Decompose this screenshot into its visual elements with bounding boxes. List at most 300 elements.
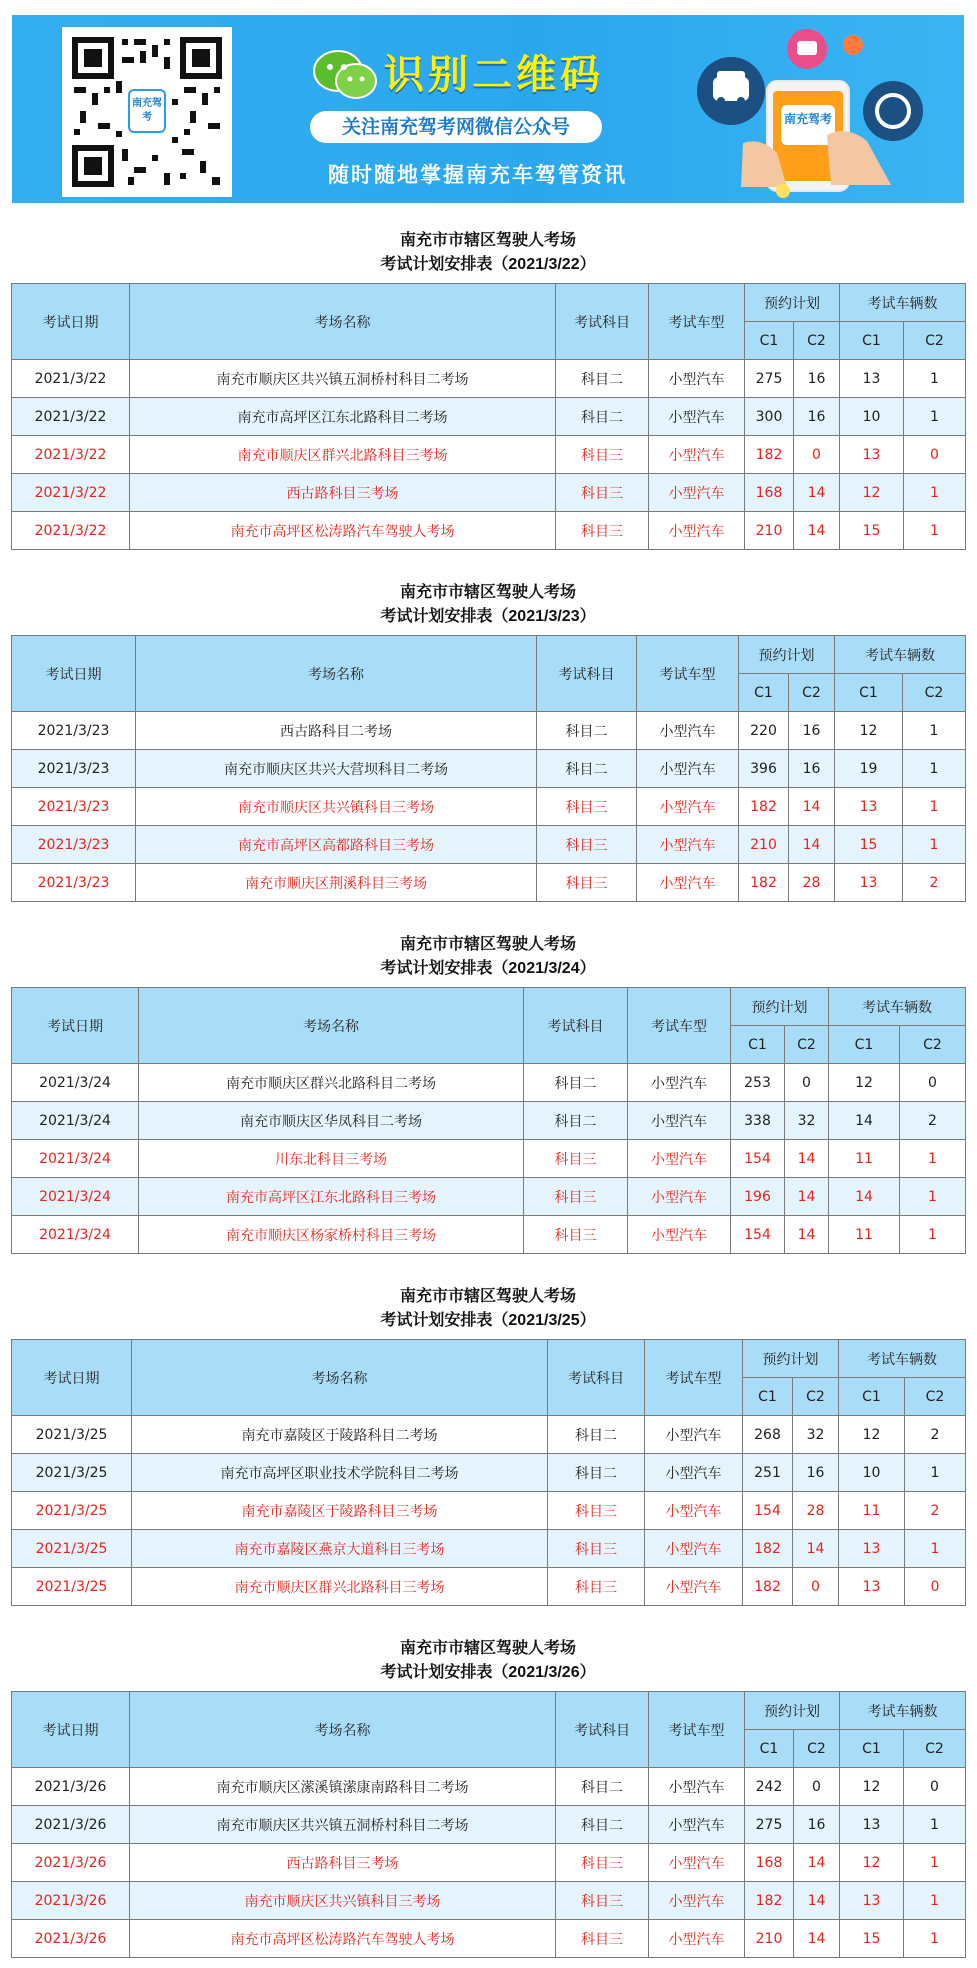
- cell-cars-c1: 10: [839, 1454, 905, 1492]
- cell-booking-c1: 182: [743, 1530, 793, 1568]
- cell-booking-c2: 14: [785, 1140, 829, 1178]
- header-booking-c2: C2: [794, 322, 840, 360]
- cell-booking-c1: 210: [739, 826, 789, 864]
- header-venue: 考场名称: [130, 284, 556, 360]
- header-cars-c1: C1: [829, 1026, 900, 1064]
- qr-logo-badge: 南充驾考: [128, 89, 166, 133]
- cell-vehicle: 小型汽车: [645, 1454, 743, 1492]
- cell-date: 2021/3/22: [12, 512, 130, 550]
- cell-booking-c1: 182: [745, 1882, 794, 1920]
- cell-venue: 南充市高坪区职业技术学院科目二考场: [132, 1454, 548, 1492]
- cell-venue: 西古路科目三考场: [130, 1844, 556, 1882]
- cell-subject: 科目三: [556, 474, 649, 512]
- cell-subject: 科目三: [524, 1178, 628, 1216]
- table-row: [12, 1102, 966, 1140]
- cell-cars-c1: 12: [840, 1768, 904, 1806]
- cell-cars-c2: 1: [904, 512, 966, 550]
- header-booking-c1: C1: [731, 1026, 785, 1064]
- cell-date: 2021/3/23: [12, 826, 136, 864]
- cell-cars-c1: 13: [839, 1568, 905, 1606]
- cell-venue: 南充市高坪区江东北路科目二考场: [130, 398, 556, 436]
- schedule-table: [11, 987, 966, 1254]
- cell-cars-c1: 12: [839, 1416, 905, 1454]
- cell-venue: 南充市顺庆区共兴镇科目三考场: [130, 1882, 556, 1920]
- cell-venue: 南充市顺庆区共兴大营坝科目二考场: [136, 750, 537, 788]
- cell-date: 2021/3/25: [12, 1568, 132, 1606]
- cell-cars-c1: 12: [829, 1064, 900, 1102]
- cell-subject: 科目三: [556, 1920, 649, 1958]
- header-booking-c2: C2: [793, 1378, 839, 1416]
- cell-booking-c1: 338: [731, 1102, 785, 1140]
- header-booking-c1: C1: [745, 322, 794, 360]
- cell-booking-c1: 196: [731, 1178, 785, 1216]
- cell-vehicle: 小型汽车: [649, 398, 745, 436]
- cell-cars-c1: 19: [835, 750, 903, 788]
- cell-booking-c2: 14: [794, 1882, 840, 1920]
- cell-date: 2021/3/26: [12, 1920, 130, 1958]
- section-subtitle: 考试计划安排表（2021/3/26）: [380, 1664, 596, 1681]
- header-cars: 考试车辆数: [839, 1340, 966, 1378]
- cell-booking-c2: 14: [794, 474, 840, 512]
- banner-subtitle: 关注南充驾考网微信公众号: [310, 111, 602, 143]
- cell-booking-c1: 182: [743, 1568, 793, 1606]
- cell-date: 2021/3/25: [12, 1416, 132, 1454]
- cell-venue: 南充市顺庆区群兴北路科目三考场: [132, 1568, 548, 1606]
- cell-venue: 南充市高坪区松涛路汽车驾驶人考场: [130, 1920, 556, 1958]
- cell-booking-c2: 0: [793, 1568, 839, 1606]
- cell-booking-c2: 0: [794, 436, 840, 474]
- cell-venue: 南充市高坪区松涛路汽车驾驶人考场: [130, 512, 556, 550]
- cell-booking-c1: 275: [745, 360, 794, 398]
- header-vehicle: 考试车型: [649, 284, 745, 360]
- cell-date: 2021/3/25: [12, 1530, 132, 1568]
- cell-date: 2021/3/24: [12, 1102, 139, 1140]
- cell-booking-c1: 268: [743, 1416, 793, 1454]
- cell-subject: 科目二: [524, 1102, 628, 1140]
- cell-subject: 科目三: [537, 864, 637, 902]
- cell-cars-c1: 13: [840, 1882, 904, 1920]
- cell-cars-c1: 10: [840, 398, 904, 436]
- cell-cars-c2: 1: [904, 1806, 966, 1844]
- cell-booking-c1: 220: [739, 712, 789, 750]
- header-booking-c2: C2: [789, 674, 835, 712]
- schedule-section: [11, 581, 965, 902]
- header-vehicle: 考试车型: [645, 1340, 743, 1416]
- cell-cars-c1: 13: [840, 436, 904, 474]
- cell-vehicle: 小型汽车: [628, 1178, 731, 1216]
- cell-booking-c2: 28: [789, 864, 835, 902]
- schedule-table: [11, 1691, 966, 1958]
- cell-subject: 科目三: [524, 1140, 628, 1178]
- cell-date: 2021/3/23: [12, 712, 136, 750]
- cell-cars-c2: 1: [904, 474, 966, 512]
- header-venue: 考场名称: [130, 1692, 556, 1768]
- cell-booking-c1: 154: [743, 1492, 793, 1530]
- header-cars: 考试车辆数: [840, 1692, 966, 1730]
- cell-venue: 南充市嘉陵区于陵路科目三考场: [132, 1492, 548, 1530]
- cell-cars-c1: 11: [839, 1492, 905, 1530]
- cell-cars-c2: 0: [905, 1568, 966, 1606]
- cell-cars-c1: 15: [840, 512, 904, 550]
- cell-venue: 西古路科目三考场: [130, 474, 556, 512]
- cell-subject: 科目二: [556, 398, 649, 436]
- cell-subject: 科目三: [524, 1216, 628, 1254]
- header-cars-c2: C2: [900, 1026, 966, 1064]
- header-booking: 预约计划: [745, 1692, 840, 1730]
- cell-vehicle: 小型汽车: [649, 360, 745, 398]
- cell-booking-c2: 16: [794, 398, 840, 436]
- cell-cars-c1: 13: [840, 360, 904, 398]
- section-subtitle: 考试计划安排表（2021/3/23）: [380, 608, 596, 625]
- header-booking-c2: C2: [794, 1730, 840, 1768]
- table-row: [12, 1568, 966, 1606]
- schedule-section: [11, 1285, 965, 1606]
- cell-cars-c1: 12: [835, 712, 903, 750]
- section-subtitle: 考试计划安排表（2021/3/22）: [380, 256, 596, 273]
- cell-vehicle: 小型汽车: [649, 1768, 745, 1806]
- cell-venue: 南充市顺庆区群兴北路科目三考场: [130, 436, 556, 474]
- cell-booking-c1: 275: [745, 1806, 794, 1844]
- cell-venue: 南充市顺庆区潆溪镇潆康南路科目二考场: [130, 1768, 556, 1806]
- table-row: [12, 826, 966, 864]
- cell-booking-c2: 16: [789, 712, 835, 750]
- cell-cars-c2: 2: [903, 864, 966, 902]
- cell-cars-c2: 2: [900, 1102, 966, 1140]
- cell-venue: 南充市嘉陵区于陵路科目二考场: [132, 1416, 548, 1454]
- table-row: [12, 1530, 966, 1568]
- header-subject: 考试科目: [548, 1340, 645, 1416]
- cell-venue: 南充市高坪区江东北路科目三考场: [139, 1178, 524, 1216]
- cell-booking-c1: 210: [745, 1920, 794, 1958]
- cell-venue: 南充市顺庆区荆溪科目三考场: [136, 864, 537, 902]
- cell-vehicle: 小型汽车: [637, 826, 739, 864]
- header-booking-c1: C1: [743, 1378, 793, 1416]
- cell-booking-c1: 210: [745, 512, 794, 550]
- section-subtitle: 考试计划安排表（2021/3/24）: [380, 960, 596, 977]
- header-cars: 考试车辆数: [829, 988, 966, 1026]
- cell-booking-c1: 154: [731, 1140, 785, 1178]
- cell-cars-c2: 1: [903, 788, 966, 826]
- cell-date: 2021/3/23: [12, 864, 136, 902]
- cell-subject: 科目三: [556, 436, 649, 474]
- cell-date: 2021/3/23: [12, 788, 136, 826]
- table-row: [12, 864, 966, 902]
- cell-subject: 科目二: [556, 1806, 649, 1844]
- cell-cars-c1: 14: [829, 1102, 900, 1140]
- phone-illustration: [677, 15, 964, 203]
- phone-label: 南充驾考: [783, 112, 833, 126]
- header-date: 考试日期: [12, 636, 136, 712]
- cell-vehicle: 小型汽车: [637, 712, 739, 750]
- header-venue: 考场名称: [136, 636, 537, 712]
- cell-booking-c2: 16: [794, 1806, 840, 1844]
- cell-booking-c1: 396: [739, 750, 789, 788]
- cell-cars-c1: 12: [840, 1844, 904, 1882]
- cell-cars-c2: 2: [905, 1492, 966, 1530]
- cell-booking-c2: 0: [794, 1768, 840, 1806]
- cell-booking-c2: 14: [793, 1530, 839, 1568]
- header-vehicle: 考试车型: [649, 1692, 745, 1768]
- cell-cars-c2: 1: [900, 1140, 966, 1178]
- table-row: [12, 1454, 966, 1492]
- header-cars-c1: C1: [835, 674, 903, 712]
- header-cars-c1: C1: [840, 322, 904, 360]
- table-row: [12, 436, 966, 474]
- header-date: 考试日期: [12, 284, 130, 360]
- table-row: [12, 1216, 966, 1254]
- header-cars-c2: C2: [904, 322, 966, 360]
- banner-tagline: 随时随地掌握南充车驾管资讯: [328, 163, 627, 187]
- header-cars-c2: C2: [903, 674, 966, 712]
- cell-vehicle: 小型汽车: [628, 1216, 731, 1254]
- cell-booking-c2: 14: [794, 1920, 840, 1958]
- table-row: [12, 1492, 966, 1530]
- cell-date: 2021/3/26: [12, 1844, 130, 1882]
- header-cars-c1: C1: [839, 1378, 905, 1416]
- table-row: [12, 1064, 966, 1102]
- cell-vehicle: 小型汽车: [645, 1492, 743, 1530]
- schedule-section: [11, 229, 965, 550]
- cell-cars-c2: 1: [905, 1530, 966, 1568]
- cell-date: 2021/3/26: [12, 1882, 130, 1920]
- cell-cars-c1: 13: [835, 864, 903, 902]
- cell-cars-c2: 2: [905, 1416, 966, 1454]
- header-booking: 预约计划: [745, 284, 840, 322]
- cell-cars-c2: 1: [900, 1216, 966, 1254]
- header-venue: 考场名称: [132, 1340, 548, 1416]
- cell-date: 2021/3/22: [12, 360, 130, 398]
- table-row: [12, 1768, 966, 1806]
- cell-subject: 科目三: [537, 826, 637, 864]
- header-subject: 考试科目: [556, 1692, 649, 1768]
- header-cars-c1: C1: [840, 1730, 904, 1768]
- cell-date: 2021/3/25: [12, 1454, 132, 1492]
- cell-date: 2021/3/25: [12, 1492, 132, 1530]
- cell-vehicle: 小型汽车: [649, 1844, 745, 1882]
- cell-booking-c1: 168: [745, 1844, 794, 1882]
- cell-booking-c2: 32: [793, 1416, 839, 1454]
- cell-booking-c1: 182: [745, 436, 794, 474]
- table-row: [12, 1416, 966, 1454]
- cell-booking-c2: 14: [794, 512, 840, 550]
- cell-cars-c2: 0: [904, 1768, 966, 1806]
- table-row: [12, 1806, 966, 1844]
- section-title: 南充市市辖区驾驶人考场: [399, 1288, 576, 1305]
- cell-subject: 科目二: [537, 712, 637, 750]
- cell-cars-c2: 1: [903, 712, 966, 750]
- header-cars: 考试车辆数: [840, 284, 966, 322]
- table-row: [12, 398, 966, 436]
- cell-booking-c2: 16: [789, 750, 835, 788]
- cell-vehicle: 小型汽车: [637, 864, 739, 902]
- cell-subject: 科目三: [556, 1844, 649, 1882]
- cell-venue: 南充市顺庆区华凤科目二考场: [139, 1102, 524, 1140]
- cell-date: 2021/3/26: [12, 1768, 130, 1806]
- cell-venue: 川东北科目三考场: [139, 1140, 524, 1178]
- cell-cars-c2: 1: [900, 1178, 966, 1216]
- header-booking-c1: C1: [745, 1730, 794, 1768]
- table-row: [12, 1178, 966, 1216]
- cell-booking-c1: 251: [743, 1454, 793, 1492]
- cell-booking-c2: 32: [785, 1102, 829, 1140]
- wechat-promo-banner[interactable]: [12, 15, 964, 203]
- header-booking: 预约计划: [739, 636, 835, 674]
- cell-vehicle: 小型汽车: [649, 436, 745, 474]
- cell-cars-c2: 1: [904, 1844, 966, 1882]
- cell-date: 2021/3/22: [12, 474, 130, 512]
- cell-cars-c1: 13: [839, 1530, 905, 1568]
- cell-subject: 科目三: [556, 512, 649, 550]
- header-date: 考试日期: [12, 1340, 132, 1416]
- cell-date: 2021/3/23: [12, 750, 136, 788]
- cell-venue: 南充市顺庆区共兴镇五洞桥村科目二考场: [130, 360, 556, 398]
- cell-cars-c1: 15: [835, 826, 903, 864]
- section-title: 南充市市辖区驾驶人考场: [399, 936, 576, 953]
- header-vehicle: 考试车型: [637, 636, 739, 712]
- table-row: [12, 1140, 966, 1178]
- header-cars-c2: C2: [904, 1730, 966, 1768]
- table-row: [12, 1882, 966, 1920]
- cell-cars-c1: 12: [840, 474, 904, 512]
- cell-cars-c2: 1: [904, 1920, 966, 1958]
- table-row: [12, 750, 966, 788]
- schedule-section: [11, 933, 965, 1254]
- cell-subject: 科目二: [548, 1454, 645, 1492]
- cell-booking-c2: 16: [794, 360, 840, 398]
- cell-cars-c2: 1: [904, 1882, 966, 1920]
- header-venue: 考场名称: [139, 988, 524, 1064]
- header-subject: 考试科目: [556, 284, 649, 360]
- qr-code[interactable]: [62, 27, 232, 197]
- cell-vehicle: 小型汽车: [649, 1806, 745, 1844]
- cell-booking-c2: 14: [789, 788, 835, 826]
- cell-booking-c2: 14: [785, 1178, 829, 1216]
- cell-subject: 科目二: [556, 1768, 649, 1806]
- header-subject: 考试科目: [524, 988, 628, 1064]
- cell-subject: 科目二: [524, 1064, 628, 1102]
- header-booking-c2: C2: [785, 1026, 829, 1064]
- cell-cars-c2: 0: [900, 1064, 966, 1102]
- table-row: [12, 360, 966, 398]
- section-title: 南充市市辖区驾驶人考场: [399, 1640, 576, 1657]
- cell-cars-c1: 13: [840, 1806, 904, 1844]
- cell-subject: 科目二: [537, 750, 637, 788]
- cell-venue: 南充市顺庆区杨家桥村科目三考场: [139, 1216, 524, 1254]
- cell-vehicle: 小型汽车: [649, 474, 745, 512]
- wechat-icon: [312, 47, 378, 103]
- cell-cars-c1: 15: [840, 1920, 904, 1958]
- section-title: 南充市市辖区驾驶人考场: [399, 232, 576, 249]
- cell-subject: 科目三: [548, 1568, 645, 1606]
- cell-cars-c2: 1: [903, 826, 966, 864]
- cell-subject: 科目三: [548, 1530, 645, 1568]
- banner-title: 识别二维码: [384, 52, 604, 98]
- cell-booking-c2: 14: [794, 1844, 840, 1882]
- schedule-table: [11, 1339, 966, 1606]
- cell-booking-c1: 168: [745, 474, 794, 512]
- cell-vehicle: 小型汽车: [628, 1140, 731, 1178]
- cell-vehicle: 小型汽车: [645, 1530, 743, 1568]
- cell-cars-c2: 1: [904, 398, 966, 436]
- cell-venue: 西古路科目二考场: [136, 712, 537, 750]
- schedule-section: [11, 1637, 965, 1958]
- cell-booking-c1: 300: [745, 398, 794, 436]
- cell-subject: 科目二: [548, 1416, 645, 1454]
- table-row: [12, 1844, 966, 1882]
- header-cars: 考试车辆数: [835, 636, 966, 674]
- cell-subject: 科目三: [548, 1492, 645, 1530]
- cell-vehicle: 小型汽车: [637, 750, 739, 788]
- cell-cars-c2: 0: [904, 436, 966, 474]
- cell-venue: 南充市高坪区高都路科目三考场: [136, 826, 537, 864]
- section-title: 南充市市辖区驾驶人考场: [399, 584, 576, 601]
- cell-date: 2021/3/22: [12, 398, 130, 436]
- cell-cars-c2: 1: [904, 360, 966, 398]
- cell-vehicle: 小型汽车: [645, 1416, 743, 1454]
- cell-date: 2021/3/22: [12, 436, 130, 474]
- cell-booking-c2: 28: [793, 1492, 839, 1530]
- cell-venue: 南充市顺庆区群兴北路科目二考场: [139, 1064, 524, 1102]
- header-cars-c2: C2: [905, 1378, 966, 1416]
- cell-cars-c1: 11: [829, 1216, 900, 1254]
- cell-date: 2021/3/24: [12, 1178, 139, 1216]
- header-date: 考试日期: [12, 1692, 130, 1768]
- cell-date: 2021/3/24: [12, 1064, 139, 1102]
- cell-cars-c1: 14: [829, 1178, 900, 1216]
- schedule-table: [11, 635, 966, 902]
- cell-cars-c2: 1: [903, 750, 966, 788]
- cell-cars-c1: 11: [829, 1140, 900, 1178]
- cell-booking-c2: 0: [785, 1064, 829, 1102]
- cell-booking-c1: 253: [731, 1064, 785, 1102]
- schedule-table: [11, 283, 966, 550]
- header-subject: 考试科目: [537, 636, 637, 712]
- cell-vehicle: 小型汽车: [637, 788, 739, 826]
- cell-venue: 南充市顺庆区共兴镇五洞桥村科目二考场: [130, 1806, 556, 1844]
- cell-booking-c1: 182: [739, 788, 789, 826]
- table-row: [12, 474, 966, 512]
- header-date: 考试日期: [12, 988, 139, 1064]
- cell-subject: 科目三: [556, 1882, 649, 1920]
- cell-vehicle: 小型汽车: [628, 1102, 731, 1140]
- header-vehicle: 考试车型: [628, 988, 731, 1064]
- cell-vehicle: 小型汽车: [649, 512, 745, 550]
- cell-booking-c1: 242: [745, 1768, 794, 1806]
- cell-vehicle: 小型汽车: [628, 1064, 731, 1102]
- cell-date: 2021/3/24: [12, 1140, 139, 1178]
- table-row: [12, 512, 966, 550]
- cell-booking-c2: 16: [793, 1454, 839, 1492]
- cell-subject: 科目三: [537, 788, 637, 826]
- cell-booking-c1: 154: [731, 1216, 785, 1254]
- cell-booking-c2: 14: [785, 1216, 829, 1254]
- header-booking-c1: C1: [739, 674, 789, 712]
- cell-date: 2021/3/26: [12, 1806, 130, 1844]
- cell-booking-c1: 182: [739, 864, 789, 902]
- cell-date: 2021/3/24: [12, 1216, 139, 1254]
- cell-venue: 南充市顺庆区共兴镇科目三考场: [136, 788, 537, 826]
- cell-cars-c2: 1: [905, 1454, 966, 1492]
- cell-booking-c2: 14: [789, 826, 835, 864]
- cell-vehicle: 小型汽车: [649, 1920, 745, 1958]
- header-booking: 预约计划: [731, 988, 829, 1026]
- cell-vehicle: 小型汽车: [645, 1568, 743, 1606]
- header-booking: 预约计划: [743, 1340, 839, 1378]
- cell-cars-c1: 13: [835, 788, 903, 826]
- cell-subject: 科目二: [556, 360, 649, 398]
- cell-vehicle: 小型汽车: [649, 1882, 745, 1920]
- cell-venue: 南充市嘉陵区燕京大道科目三考场: [132, 1530, 548, 1568]
